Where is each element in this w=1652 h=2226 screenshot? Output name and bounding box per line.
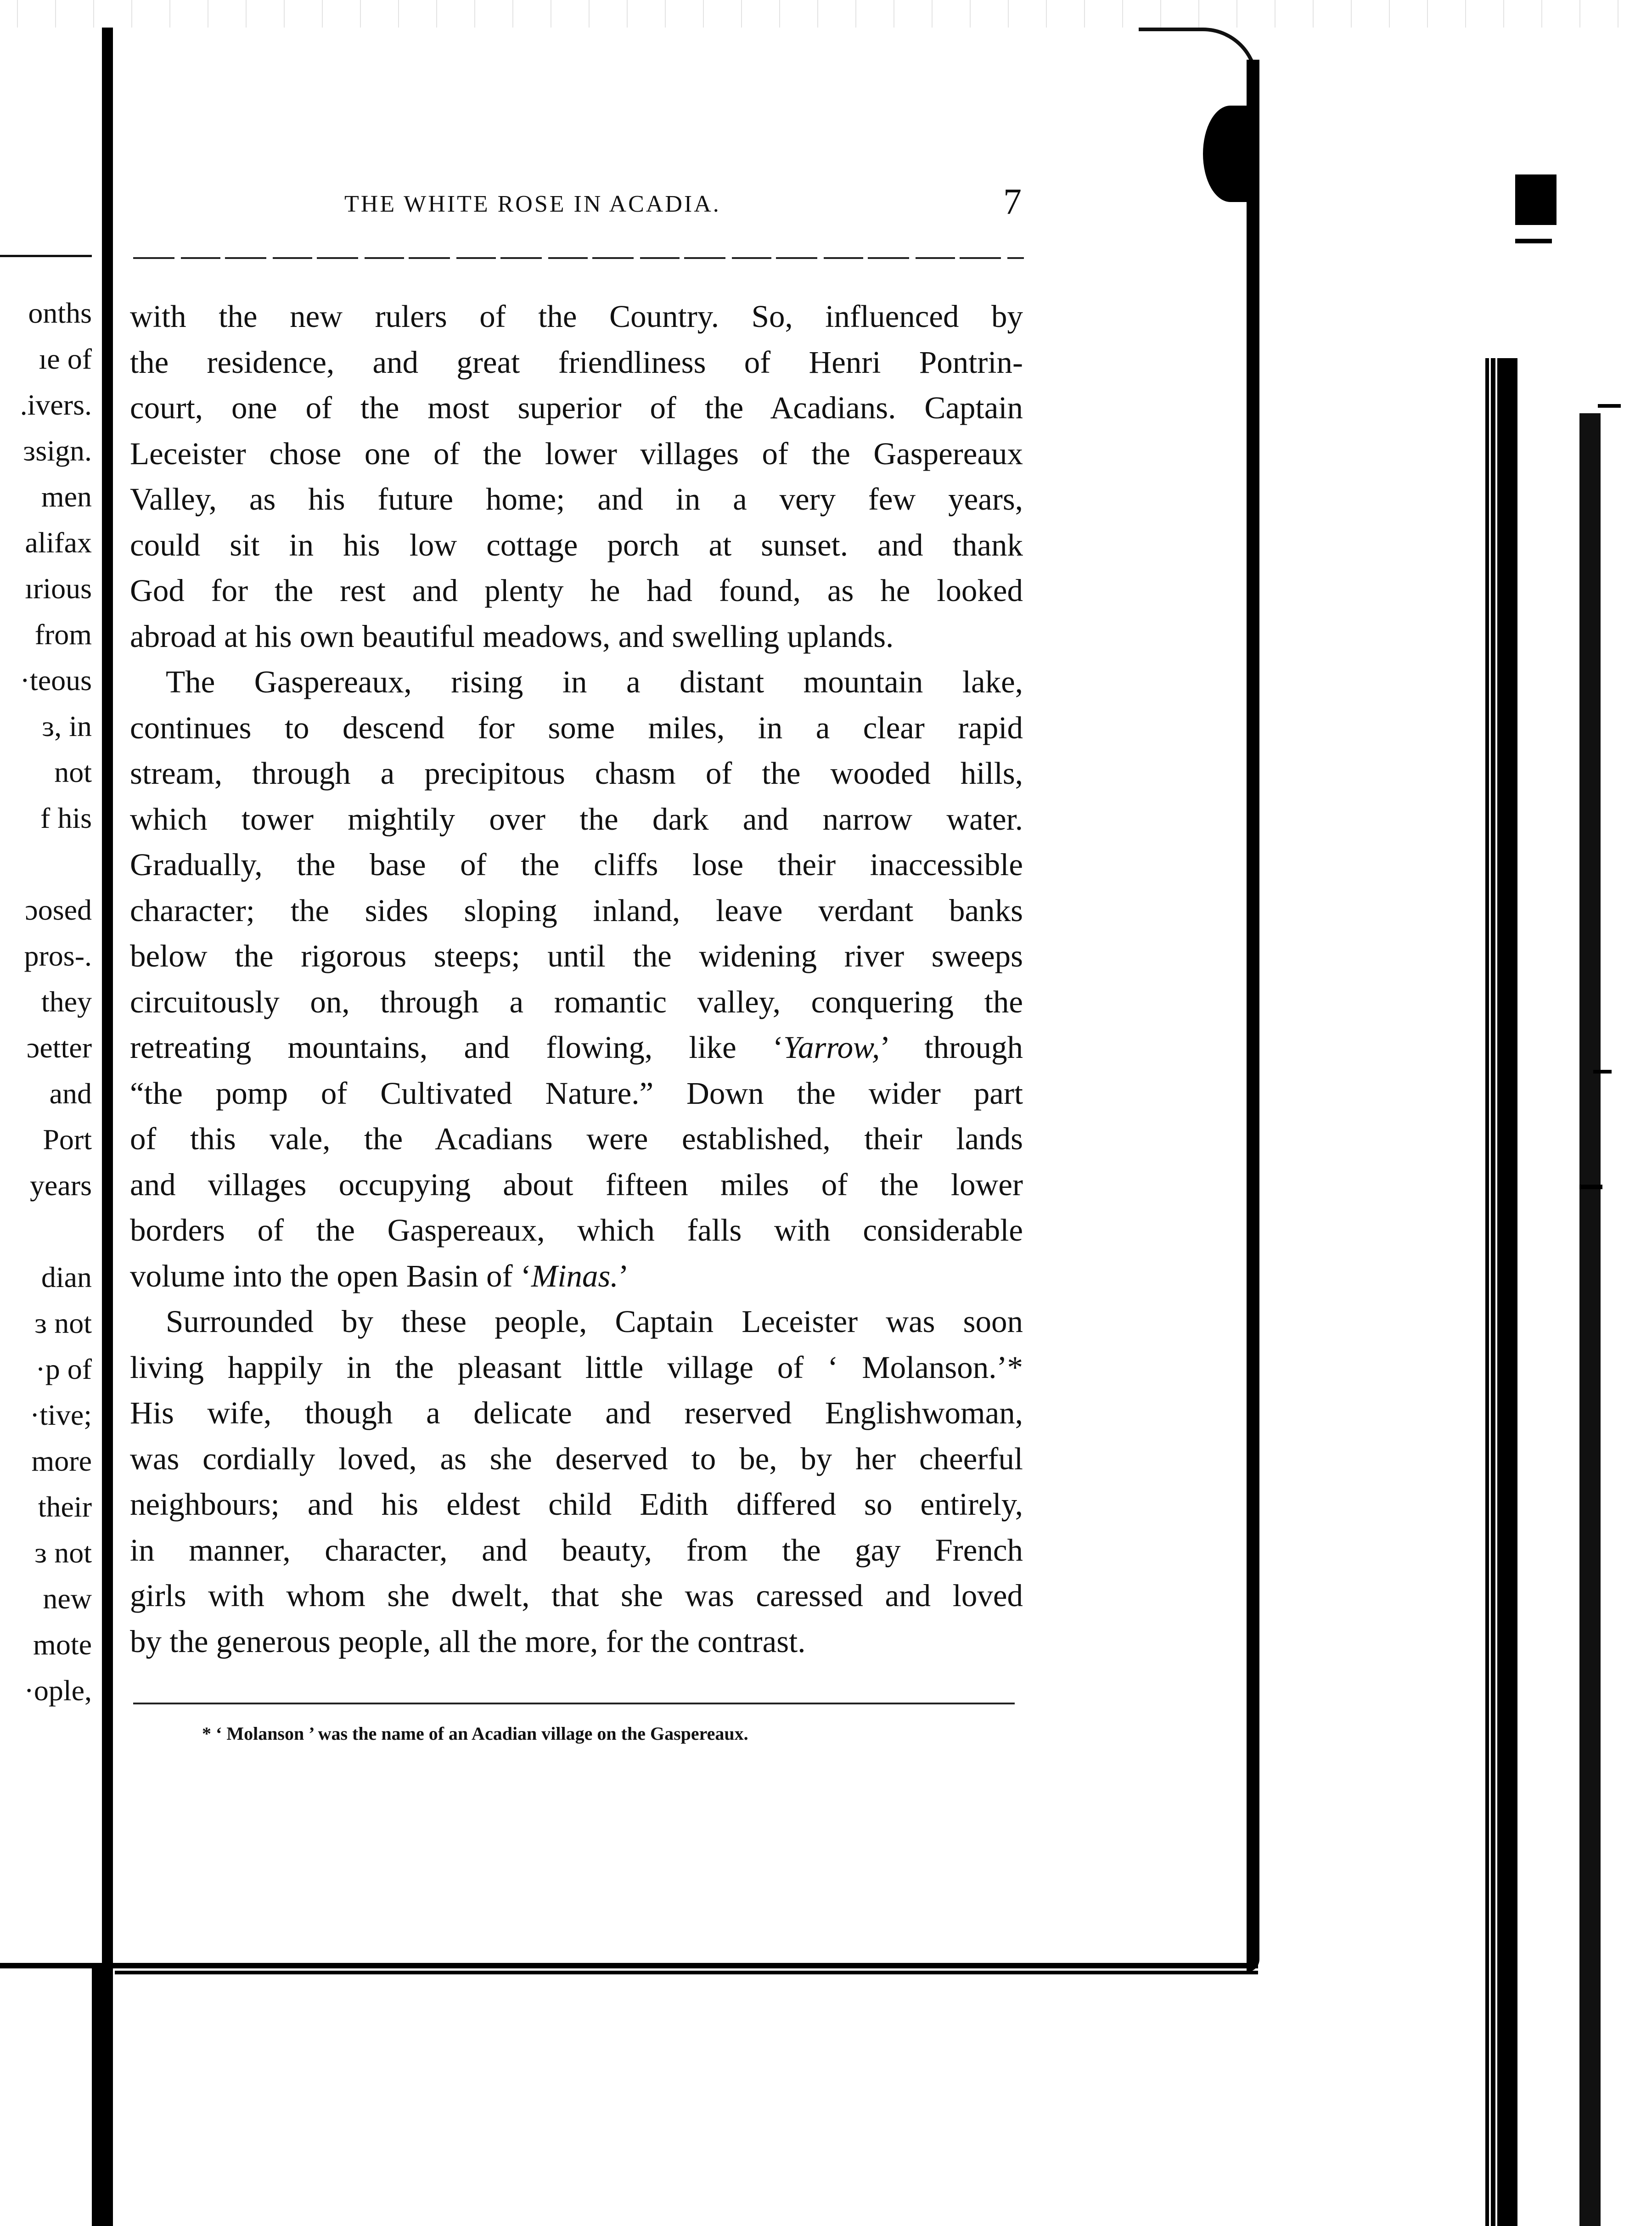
margin-fragment: not	[54, 756, 92, 788]
scan-speckle-top	[0, 0, 1652, 28]
italic-text-run: Yarrow,	[783, 1030, 880, 1065]
next-page-edge-mark	[1515, 239, 1552, 243]
margin-fragment: ɔosed	[25, 894, 92, 926]
margin-fragment: Port	[43, 1123, 92, 1156]
margin-fragment: new	[43, 1582, 92, 1615]
text-line: abroad at his own beautiful meadows, and swelling uplands.	[130, 618, 894, 654]
page-number: 7	[1003, 182, 1022, 222]
margin-fragment: ·tive;	[29, 1399, 92, 1431]
italic-text-run: Minas.	[531, 1258, 618, 1293]
text-run: retreating mountains, and flowing, like ‘	[130, 1030, 783, 1065]
text-line: was cordially loved, as she deserved to be, by her cheerful	[130, 1441, 1023, 1476]
margin-fragment: more	[31, 1445, 92, 1477]
binding-shadow-left	[102, 28, 113, 2226]
text-line: Gradually, the base of the cliffs lose their inaccessible	[130, 847, 1023, 882]
text-line: girls with whom she dwelt, that she was caressed and loved	[130, 1578, 1023, 1613]
footnote-rule	[133, 1703, 1015, 1704]
text-line: The Gaspereaux, rising in a distant mountain lake,	[166, 664, 1023, 699]
margin-fragment: years	[29, 1169, 92, 1202]
header-rule	[133, 257, 1024, 259]
text-line: character; the sides sloping inland, leave verdant banks	[130, 893, 1023, 928]
text-run: ’ through	[880, 1030, 1023, 1065]
text-run: volume into the open Basin of ‘	[130, 1258, 531, 1293]
text-line: living happily in the pleasant little village of ‘ Molanson.’*	[130, 1349, 1023, 1385]
text-line	[130, 1025, 1023, 1071]
text-line: continues to descend for some miles, in a clear rapid	[130, 710, 1023, 745]
text-line: with the new rulers of the Country. So, influenced by	[130, 299, 1023, 334]
text-line: court, one of the most superior of the Acadians. Captain	[130, 390, 1023, 425]
margin-fragment: ɜsign.	[23, 434, 92, 467]
footnote: * ‘ Molanson ’ was the name of an Acadian village on the Gaspereaux.	[202, 1723, 748, 1744]
text-line: circuitously on, through a romantic valley, conquering the	[130, 984, 1023, 1019]
text-line: stream, through a precipitous chasm of the wooded hills,	[130, 756, 1023, 791]
page-bottom-edge-inner	[115, 1971, 1258, 1974]
margin-fragment: and	[49, 1077, 92, 1110]
text-line: by the generous people, all the more, for the contrast.	[130, 1624, 806, 1659]
text-line: His wife, though a delicate and reserved Englishwoman,	[130, 1395, 1023, 1430]
text-line: borders of the Gaspereaux, which falls with considerable	[130, 1213, 1023, 1248]
text-line: Surrounded by these people, Captain Leceister was soon	[166, 1304, 1023, 1339]
margin-fragment: they	[41, 985, 92, 1018]
margin-fragment: alifax	[25, 526, 92, 559]
margin-fragment: mote	[33, 1628, 92, 1661]
text-line: below the rigorous steeps; until the widening river sweeps	[130, 939, 1023, 973]
next-page-edge-mark	[1598, 404, 1621, 408]
margin-fragment: pros-.	[24, 939, 92, 972]
margin-fragment: from	[34, 618, 92, 651]
text-line: Leceister chose one of the lower villages of the Gaspereaux	[130, 436, 1023, 471]
text-line: in manner, character, and beauty, from the gay French	[130, 1532, 1023, 1568]
next-page-edge-mark	[1579, 1185, 1602, 1189]
next-page-edge-mark	[1593, 1070, 1612, 1074]
next-page-edge-strip	[1485, 358, 1517, 2226]
text-line	[130, 1254, 1023, 1299]
margin-fragment: their	[38, 1490, 92, 1523]
margin-fragment: ·ople,	[24, 1674, 92, 1707]
margin-fragment: ıe of	[39, 343, 92, 375]
margin-fragment: dian	[41, 1261, 92, 1293]
text-line: which tower mightily over the dark and narrow water.	[130, 801, 1023, 837]
margin-fragment: onths	[28, 297, 92, 329]
margin-fragment: ·teous	[20, 664, 92, 697]
previous-page-rule	[0, 255, 92, 257]
page-bottom-edge	[0, 1963, 1258, 1968]
margin-fragment: ·p of	[35, 1353, 92, 1385]
text-run: ’	[618, 1258, 629, 1293]
margin-fragment: f his	[40, 802, 92, 834]
text-line: of this vale, the Acadians were established, their lands	[130, 1121, 1023, 1156]
margin-fragment: .ivers.	[20, 388, 92, 421]
margin-fragment: ɔetter	[26, 1031, 92, 1064]
margin-fragment: ɜ not	[34, 1536, 92, 1569]
running-title: THE WHITE ROSE IN ACADIA.	[344, 191, 721, 217]
text-line: could sit in his low cottage porch at sunset. and thank	[130, 527, 1023, 562]
text-line: Valley, as his future home; and in a very few years,	[130, 482, 1023, 517]
binding-shadow-left-bottom	[92, 1965, 113, 2226]
text-line: the residence, and great friendliness of Henri Pontrin-	[130, 344, 1023, 380]
text-line: God for the rest and plenty he had found, as he looked	[130, 573, 1023, 608]
text-line: neighbours; and his eldest child Edith differed so entirely,	[130, 1487, 1023, 1522]
next-page-edge-strip-outer	[1579, 413, 1601, 2226]
page-corner-curl	[1139, 28, 1258, 83]
margin-fragment: ɜ not	[34, 1307, 92, 1339]
margin-fragment: ırious	[25, 572, 92, 605]
next-page-edge-mark	[1515, 174, 1556, 225]
text-line: “the pomp of Cultivated Nature.” Down the wider part	[130, 1075, 1023, 1111]
page-edge-blot	[1203, 106, 1258, 202]
body-text	[130, 294, 1023, 1664]
page-right-edge	[1247, 60, 1259, 1972]
margin-fragment: ɜ, in	[42, 710, 92, 742]
margin-fragment: men	[41, 480, 92, 513]
text-line: and villages occupying about fifteen miles of the lower	[130, 1167, 1023, 1202]
